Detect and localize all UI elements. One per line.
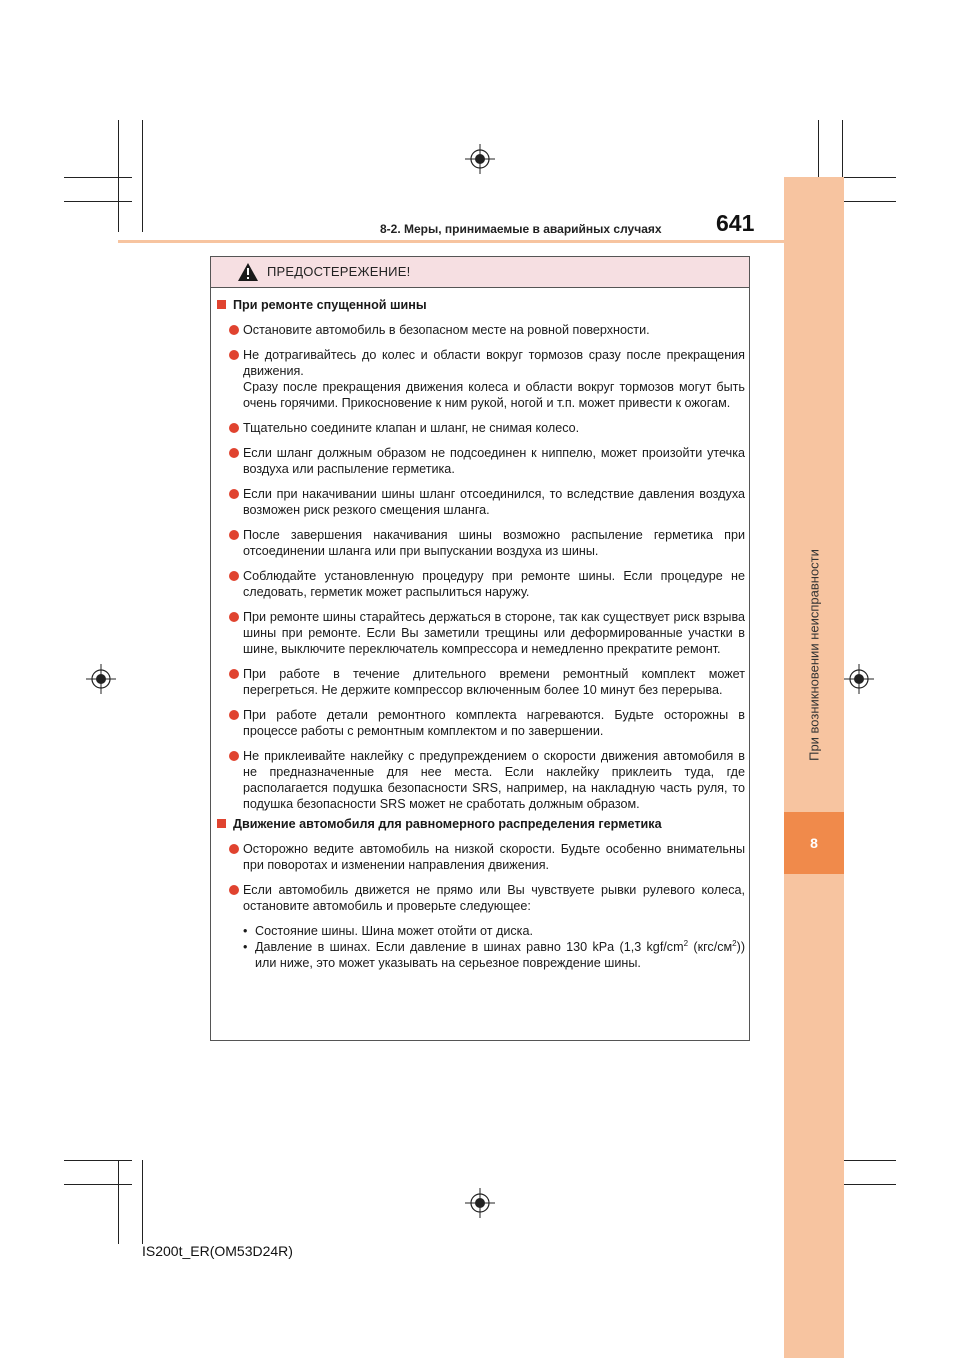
section-heading xyxy=(215,816,745,832)
sub-bullet-text: )) или ниже, это может указывать на серьезное повреждение шины. xyxy=(255,940,746,970)
bullet-dot-icon xyxy=(229,612,239,622)
sub-bullet-item xyxy=(243,923,745,939)
bullet-dot-icon xyxy=(229,350,239,360)
list-item xyxy=(215,609,745,657)
list-item xyxy=(215,841,745,873)
item-text: Если шланг должным образом не подсоединен к ниппелю, может произойти утечка воздуха или распыление герметика. xyxy=(243,446,745,476)
crop-mark xyxy=(118,120,119,232)
section-header: 8-2. Меры, принимаемые в аварийных случаях xyxy=(380,222,662,236)
sub-bullet-text: (кгс/см xyxy=(693,940,733,954)
superscript: 2 xyxy=(683,938,689,948)
bullet-dot-icon xyxy=(229,489,239,499)
bullet-dot-icon xyxy=(229,710,239,720)
bullet-dot-icon xyxy=(229,571,239,581)
bullet-dot-icon xyxy=(229,751,239,761)
section-heading xyxy=(215,297,745,313)
warning-triangle-icon xyxy=(237,262,259,282)
bullet-dot-icon xyxy=(229,448,239,458)
bullet-dot-icon xyxy=(229,844,239,854)
page-number: 641 xyxy=(716,210,755,236)
list-item xyxy=(215,527,745,559)
registration-mark-icon xyxy=(465,144,495,174)
registration-mark-icon xyxy=(86,664,116,694)
list-item xyxy=(215,445,745,477)
list-item xyxy=(215,486,745,518)
header-rule xyxy=(118,240,844,243)
list-item xyxy=(215,322,745,338)
item-text: При работе в течение длительного времени ремонтный комплект может перегреться. Не держите компрессор включенным более 10 минут без перерыва. xyxy=(243,667,745,697)
item-text: Соблюдайте установленную процедуру при ремонте шины. Если процедуре не следовать, герметик может распылиться наружу. xyxy=(243,569,745,599)
list-item xyxy=(215,420,745,436)
side-tab-title xyxy=(784,490,844,820)
item-text: Если при накачивании шины шланг отсоединился, то вследствие давления воздуха возможен риск резкого смещения шланга. xyxy=(243,487,745,517)
sub-bullet-item xyxy=(243,939,745,971)
crop-mark xyxy=(64,1160,132,1161)
sub-bullet-text: Состояние шины. Шина может отойти от диска. xyxy=(255,924,533,938)
bullet-dot-icon xyxy=(229,325,239,335)
item-text: При ремонте шины старайтесь держаться в стороне, так как существует риск взрыва шины при ремонте. Если Вы заметили трещины или деформированные участки в шине, выключите переключатель компрессора и немедленно прекратите ремонт. xyxy=(243,610,745,656)
caution-box xyxy=(210,256,750,1041)
item-text: Не приклеивайте наклейку с предупреждением о скорости движения автомобиля в не предназначенные для нее места. Если наклейку приклеить туда, где располагается подушка безопасности SRS, например, на накладную часть руля, то подушка безопасности SRS может не сработать должным образом. xyxy=(243,749,745,811)
item-text: После завершения накачивания шины возможно распыление герметика при отсоединении шланга или при выпускании воздуха из шины. xyxy=(243,528,745,558)
superscript: 2 xyxy=(732,938,737,948)
model-code: IS200t_ER(OM53D24R) xyxy=(142,1243,293,1259)
list-item xyxy=(215,568,745,600)
square-bullet-icon xyxy=(217,819,226,828)
caution-content xyxy=(215,297,745,980)
crop-mark xyxy=(142,120,143,232)
caution-header xyxy=(211,257,749,288)
bullet-dot-icon xyxy=(229,885,239,895)
bullet-dot-icon xyxy=(229,530,239,540)
item-text: Тщательно соедините клапан и шланг, не снимая колесо. xyxy=(243,421,580,435)
list-item xyxy=(215,347,745,411)
list-item xyxy=(215,707,745,739)
chapter-number-badge: 8 xyxy=(784,812,844,874)
item-text: Осторожно ведите автомобиль на низкой скорости. Будьте особенно внимательны при поворотах и изменении направления движения. xyxy=(243,842,745,872)
crop-mark xyxy=(64,1184,132,1185)
list-item xyxy=(215,666,745,698)
list-item xyxy=(215,748,745,812)
list-item xyxy=(215,882,745,971)
square-bullet-icon xyxy=(217,300,226,309)
caution-title: ПРЕДОСТЕРЕЖЕНИЕ! xyxy=(267,264,411,279)
sub-bullet-list xyxy=(243,923,745,971)
section-heading-text: Движение автомобиля для равномерного распределения герметика xyxy=(233,817,662,831)
section-heading-text: При ремонте спущенной шины xyxy=(233,298,427,312)
crop-mark xyxy=(142,1160,143,1244)
registration-mark-icon xyxy=(465,1188,495,1218)
bullet-dot-icon xyxy=(229,669,239,679)
registration-mark-icon xyxy=(844,664,874,694)
crop-mark xyxy=(64,177,132,178)
item-text-continuation: Сразу после прекращения движения колеса и области вокруг тормозов могут быть очень горячими. Прикосновение к ним рукой, ногой и т.п. может привести к ожогам. xyxy=(243,380,745,410)
item-text: Не дотрагивайтесь до колес и области вокруг тормозов сразу после прекращения движения. xyxy=(243,348,745,378)
crop-mark xyxy=(64,201,132,202)
sub-bullet-text: Давление в шинах. Если давление в шинах равно 130 kPa (1,3 kgf/cm xyxy=(255,940,684,954)
side-tab-title-text: При возникновении неисправности xyxy=(806,549,822,761)
bullet-dot-icon xyxy=(229,423,239,433)
item-text: Остановите автомобиль в безопасном месте на ровной поверхности. xyxy=(243,323,650,337)
crop-mark xyxy=(118,1160,119,1244)
item-text: При работе детали ремонтного комплекта нагреваются. Будьте осторожны в процессе работы с ремонтным комплектом и по завершении. xyxy=(243,708,745,738)
item-text: Если автомобиль движется не прямо или Вы чувствуете рывки рулевого колеса, остановите автомобиль и проверьте следующее: xyxy=(243,883,745,913)
